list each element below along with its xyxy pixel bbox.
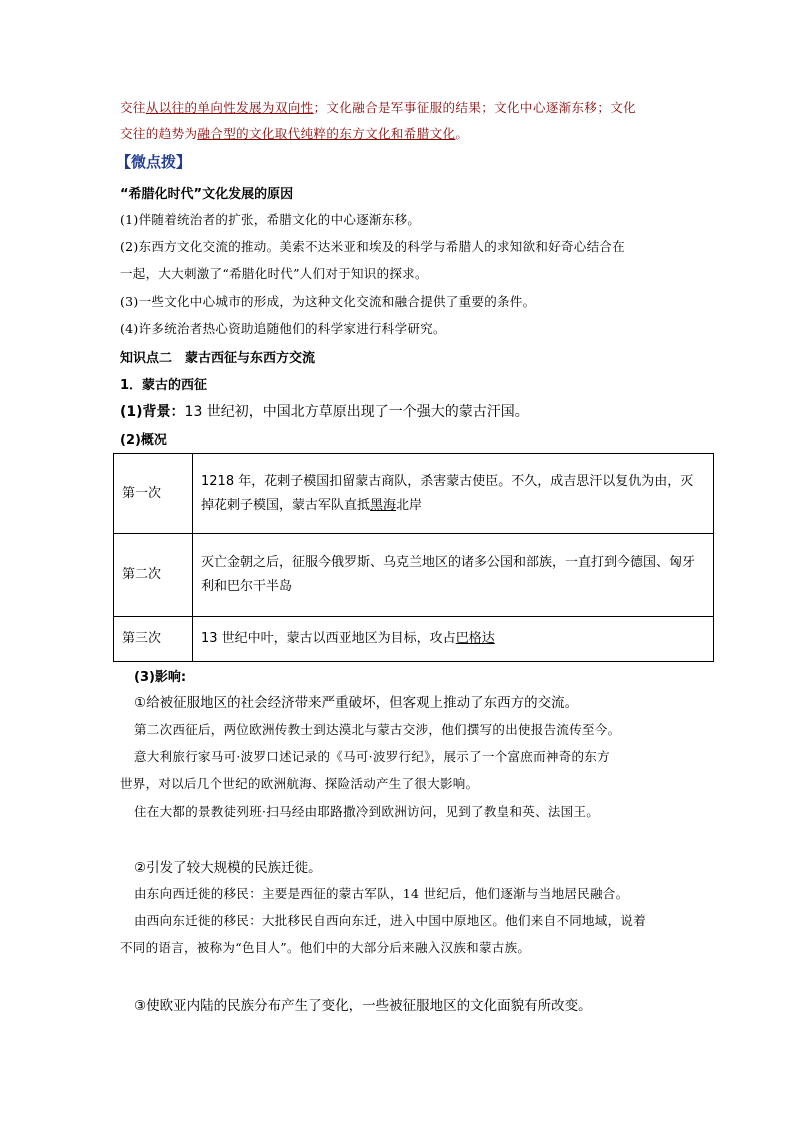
impact-point-1: ①给被征服地区的社会经济带来严重破坏，但客观上推动了东西方的交流。 bbox=[134, 695, 579, 711]
background-text: 13 世纪初，中国北方草原出现了一个强大的蒙古汗国。 bbox=[184, 404, 529, 420]
note-text: 交往的趋势为 bbox=[120, 126, 198, 141]
tip-item-1: (1)伴随着统治者的扩张，希腊文化的中心逐渐东移。 bbox=[120, 212, 421, 227]
campaign-text: 1218 年，花剌子模国扣留蒙古商队，杀害蒙古使臣。不久，成吉思汗以复仇为由，灭掉花剌子模国，蒙古军队直抵 bbox=[201, 473, 694, 513]
table-row bbox=[114, 617, 714, 662]
campaign-desc bbox=[193, 454, 714, 534]
campaign-label: 第一次 bbox=[114, 454, 193, 534]
campaign-underlined: 巴格达 bbox=[455, 631, 495, 646]
note-text: 。 bbox=[455, 126, 469, 141]
note-underlined: 从以往的单向性发展为双向性 bbox=[145, 100, 314, 115]
subsection-title: 1．蒙古的西征 bbox=[120, 378, 208, 393]
tip-item-2-cont: 一起，大大刺激了“希腊化时代”人们对于知识的探求。 bbox=[120, 266, 428, 281]
impact-label: (3)影响: bbox=[134, 670, 187, 685]
note-underlined: 融合型的文化取代纯粹的东方文化和希腊文化 bbox=[197, 126, 456, 141]
impact-point-3: ③使欧亚内陆的民族分布产生了变化，一些被征服地区的文化面貌有所改变。 bbox=[134, 998, 592, 1014]
campaign-text: 灭亡金朝之后，征服今俄罗斯、乌克兰地区的诸多公国和部族，一直打到今德国、匈牙利和巴尔干半岛 bbox=[201, 555, 696, 594]
note-line-1 bbox=[120, 98, 636, 116]
overview-label: (2)概况 bbox=[120, 433, 167, 448]
tip-item-2: (2)东西方文化交流的推动。美索不达米亚和埃及的科学与希腊人的求知欲和好奇心结合在 bbox=[120, 239, 626, 254]
tip-item-3: (3)一些文化中心城市的形成，为这种文化交流和融合提供了重要的条件。 bbox=[120, 294, 536, 309]
impact-detail: 由西向东迁徙的移民：大批移民自西向东迁，进入中国中原地区。他们来自不同地域，说着 bbox=[134, 913, 647, 928]
section-title: 知识点二 蒙古西征与东西方交流 bbox=[120, 351, 316, 366]
impact-point-2: ②引发了较大规模的民族迁徙。 bbox=[134, 860, 322, 876]
impact-detail: 意大利旅行家马可·波罗口述记录的《马可·波罗行纪》，展示了一个富庶而神奇的东方 bbox=[134, 749, 610, 764]
tip-item-4: (4)许多统治者热心资助追随他们的科学家进行科学研究。 bbox=[120, 321, 446, 336]
background-label: (1)背景： bbox=[120, 404, 185, 420]
impact-detail: 住在大都的景教徒列班·扫马经由耶路撒冷到欧洲访问，见到了教皇和英、法国王。 bbox=[134, 804, 600, 819]
note-line-2 bbox=[120, 124, 468, 142]
campaign-desc bbox=[193, 617, 714, 662]
impact-detail: 第二次西征后，两位欧洲传教士到达漠北与蒙古交涉，他们撰写的出使报告流传至今。 bbox=[134, 722, 621, 737]
tip-subtitle: “希腊化时代”文化发展的原因 bbox=[120, 187, 294, 202]
campaign-underlined: 黑海 bbox=[370, 497, 397, 513]
campaign-table bbox=[113, 453, 714, 662]
impact-detail: 由东向西迁徙的移民：主要是西征的蒙古军队，14 世纪后，他们逐渐与当地居民融合。 bbox=[134, 886, 629, 901]
table-row bbox=[114, 454, 714, 534]
note-text: ；文化融合是军事征服的结果；文化中心逐渐东移；文化 bbox=[313, 100, 637, 115]
impact-detail: 世界，对以后几个世纪的欧洲航海、探险活动产生了很大影响。 bbox=[120, 776, 479, 791]
table-row bbox=[114, 534, 714, 617]
campaign-desc bbox=[193, 534, 714, 617]
impact-detail: 不同的语言，被称为“色目人”。他们中的大部分后来融入汉族和蒙古族。 bbox=[120, 940, 531, 955]
campaign-label: 第三次 bbox=[114, 617, 193, 662]
campaign-text: 13 世纪中叶，蒙古以西亚地区为目标，攻占 bbox=[201, 631, 456, 646]
note-text: 交往 bbox=[120, 100, 146, 115]
background-line bbox=[120, 401, 529, 421]
campaign-label: 第二次 bbox=[114, 534, 193, 617]
tip-heading: 【微点拨】 bbox=[116, 153, 192, 171]
campaign-text: 北岸 bbox=[396, 497, 423, 513]
